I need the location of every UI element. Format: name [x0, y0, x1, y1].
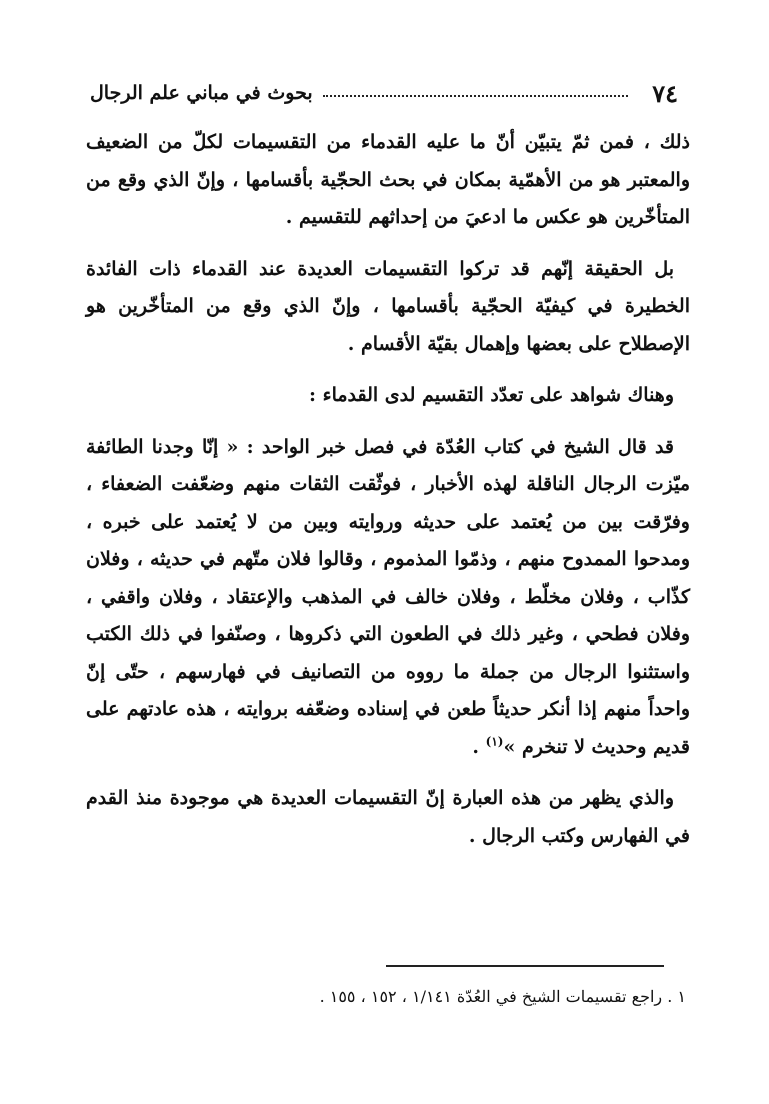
paragraph-2: بل الحقيقة إنّهم قد تركوا التقسيمات العديدة عند القدماء ذات الفائدة الخطيرة في كيفيّة الحجّية بأقسامها ، وإنّ الذي وقع من المتأخّرين هو الإصطلاح على بعضها وإهمال بقيّة الأقسام .	[86, 257, 690, 355]
paragraph-1: ذلك ، فمن ثمّ يتبيّن أنّ ما عليه القدماء من التقسيمات لكلّ من الضعيف والمعتبر هو من الأهمّية بمكان في بحث الحجّية بأقسامها ، وإنّ الذي وقع من المتأخّرين هو عكس ما ادعيَ من إحداثهم للتقسيم .	[86, 131, 690, 228]
body-text	[86, 124, 690, 869]
header-dot-leader	[323, 95, 629, 97]
footnote-divider	[386, 965, 664, 967]
quote-text: قد قال الشيخ في كتاب العُدّة في فصل خبر الواحد : « إنّا وجدنا الطائفة ميّزت الرجال الناقلة لهذه الأخبار ، فوثّقت الثقات منهم وضعّفت الضعفاء ، وفرّقت بين من يُعتمد على حديثه وروايته وبين من لا يُعتمد على خبره ، ومدحوا الممدوح منهم ، وذمّوا المذموم ، وقالوا فلان متّهم في حديثه ، وفلان كذّاب ، وفلان مخلّط ، وفلان خالف في المذهب والإعتقاد ، وفلان واقفي ، وفلان فطحي ، وغير ذلك في الطعون التي ذكروها ، وصنّفوا في ذلك الكتب واستثنوا الرجال من جملة ما رووه من التصانيف في فهارسهم ، حتّى إنّ واحداً منهم إذا أنكر حديثاً طعن في إسناده وضعّفه بروايته ، هذه عادتهم على قديم وحديث لا تنخرم »	[86, 435, 690, 758]
paragraph-4: قد قال الشيخ في كتاب العُدّة في فصل خبر الواحد : « إنّا وجدنا الطائفة ميّزت الرجال الناقلة لهذه الأخبار ، فوثّقت الثقات منهم وضعّفت الضعفاء ، وفرّقت بين من يُعتمد على حديثه وروايته وبين من لا يُعتمد على خبره ، ومدحوا الممدوح منهم ، وذمّوا المذموم ، وقالوا فلان متّهم في حديثه ، وفلان كذّاب ، وفلان مخلّط ، وفلان خالف في المذهب والإعتقاد ، وفلان واقفي ، وفلان فطحي ، وغير ذلك في الطعون التي ذكروها ، وصنّفوا في ذلك الكتب واستثنوا الرجال من جملة ما رووه من التصانيف في فهارسهم ، حتّى إنّ واحداً منهم إذا أنكر حديثاً طعن في إسناده وضعّفه بروايته ، هذه عادتهم على قديم وحديث لا تنخرم »$^{(١)}$ .	[86, 435, 690, 758]
page-header	[90, 76, 678, 110]
paragraph-5: والذي يظهر من هذه العبارة إنّ التقسيمات العديدة هي موجودة منذ القدم في الفهارس وكتب الرجال .	[86, 787, 690, 847]
paragraph-3: وهناك شواهد على تعدّد التقسيم لدى القدماء :	[309, 384, 674, 406]
footnote-reference: (١)	[485, 734, 504, 749]
footnote: ١ . راجع تقسيمات الشيخ في العُدّة ١/١٤١ ، ١٥٢ ، ١٥٥ .	[319, 987, 686, 1006]
page-number: ٧٤	[652, 78, 678, 108]
running-title: بحوث في مباني علم الرجال	[90, 82, 313, 104]
